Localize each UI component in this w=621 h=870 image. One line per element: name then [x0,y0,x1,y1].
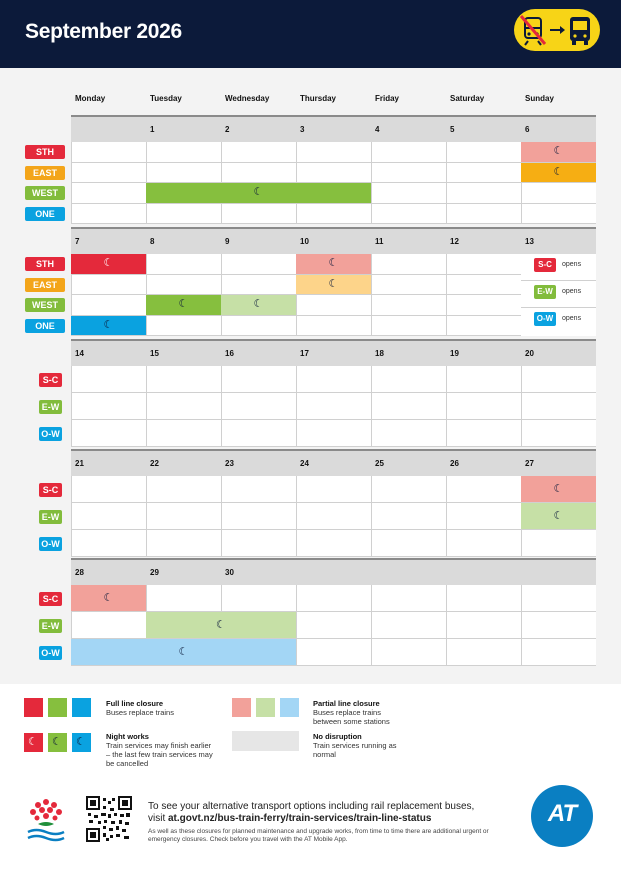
day-cell [146,275,221,296]
day-cell [446,420,521,447]
day-cell [221,366,296,393]
day-cell [371,639,446,666]
legend-none-sub: Train services running as normal [313,741,397,759]
legend-night-title: Night works [106,732,149,741]
day-cell [221,204,296,225]
day-cell [371,204,446,225]
day-cell [446,275,521,296]
train-to-bus-replacement-icon [514,9,600,51]
day-cell [221,503,296,530]
date-number: 5 [450,125,455,134]
moon-icon: ☾ [178,645,189,658]
day-cell [521,420,596,447]
day-cell [221,142,296,163]
date-number: 8 [150,237,155,246]
legend-swatch-partial-blue [280,698,299,717]
day-cell [221,254,296,275]
line-label-o-w: O-W [39,537,62,551]
day-cell [446,163,521,184]
day-cell [446,393,521,420]
day-cell [446,295,521,316]
moon-icon: ☾ [553,509,564,522]
day-cell [446,204,521,225]
day-cell [71,366,146,393]
date-number: 18 [375,349,384,358]
line-label-s-c: S-C [39,592,62,606]
moon-icon: ☾ [216,618,226,631]
legend-swatch-full-green [48,698,67,717]
day-cell [296,142,371,163]
date-number: 14 [75,349,84,358]
opens-divider [521,280,596,281]
day-cell [521,639,596,666]
line-label-e-w: E-W [39,400,62,414]
moon-icon: ☾ [76,736,86,748]
moon-icon: ☾ [103,318,114,331]
moon-icon: ☾ [553,165,564,178]
legend-swatch-partial-red [232,698,251,717]
day-cell [221,275,296,296]
day-cell [446,639,521,666]
moon-icon: ☾ [52,736,62,748]
line-label-west: WEST [25,186,65,200]
moon-icon: ☾ [103,591,114,604]
legend-partial-title: Partial line closure [313,699,380,708]
moon-icon: ☾ [253,298,264,311]
date-number: 22 [150,459,159,468]
day-cell [371,366,446,393]
legend-none-title: No disruption [313,732,362,741]
footer-visit: visit [148,813,168,824]
day-cell [446,254,521,275]
day-cell [71,142,146,163]
day-cell [371,163,446,184]
line-label-e-w: E-W [39,510,62,524]
day-cell [221,163,296,184]
footer-small-text: As well as these closures for planned maintenance and upgrade works, from time to time there are additional urgent or emergency closures. Check before you travel with the AT Mobile App. [148,828,489,843]
day-cell [146,503,221,530]
moon-icon: ☾ [328,277,339,290]
day-cell [146,585,221,612]
moon-icon: ☾ [253,186,264,199]
day-cell [446,366,521,393]
day-cell [296,530,371,557]
day-header-sunday: Sunday [525,94,554,103]
day-cell [146,393,221,420]
date-number: 3 [300,125,305,134]
date-number: 27 [525,459,534,468]
legend-full-sub: Buses replace trains [106,708,174,717]
date-number: 24 [300,459,309,468]
day-cell [221,585,296,612]
day-cell [221,476,296,503]
day-cell [446,142,521,163]
moon-icon: ☾ [28,736,38,748]
day-cell [521,183,596,204]
date-number: 21 [75,459,84,468]
date-number: 11 [375,237,384,246]
opens-box [521,254,596,336]
day-cell [146,316,221,337]
day-cell [146,476,221,503]
day-cell [446,612,521,639]
day-cell [146,366,221,393]
date-number: 19 [450,349,459,358]
day-cell [371,316,446,337]
day-cell [146,142,221,163]
day-cell [446,183,521,204]
day-cell [296,295,371,316]
date-number: 12 [450,237,459,246]
opens-label-e-w: E-W [534,285,556,299]
legend-swatch-partial-green [256,698,275,717]
line-label-o-w: O-W [39,427,62,441]
day-cell [371,530,446,557]
opens-label-o-w: O-W [534,312,556,326]
moon-icon: ☾ [553,482,564,495]
date-number: 1 [150,125,155,134]
opens-text: opens [562,315,582,322]
day-cell [71,393,146,420]
date-number: 20 [525,349,534,358]
day-cell [296,204,371,225]
day-cell [521,585,596,612]
pohutukawa-logo-icon [24,794,68,844]
line-label-o-w: O-W [39,646,62,660]
day-cell [146,254,221,275]
day-cell [521,366,596,393]
day-cell [71,476,146,503]
legend-swatch-night-blue [72,733,91,752]
day-cell [521,393,596,420]
day-cell [221,316,296,337]
day-cell [371,476,446,503]
day-cell [71,275,146,296]
day-cell [221,530,296,557]
day-cell [371,254,446,275]
day-cell [446,585,521,612]
date-number: 15 [150,349,159,358]
day-cell [71,204,146,225]
day-cell [146,420,221,447]
day-cell [446,503,521,530]
line-label-sth: STH [25,145,65,159]
day-cell [71,530,146,557]
date-number: 25 [375,459,384,468]
date-number: 16 [225,349,234,358]
opens-label-s-c: S-C [534,258,556,272]
line-label-one: ONE [25,319,65,333]
line-label-one: ONE [25,207,65,221]
day-cell [371,393,446,420]
day-cell [296,476,371,503]
legend-swatch-night-green [48,733,67,752]
legend-swatch-night-red [24,733,43,752]
date-number: 28 [75,568,84,577]
opens-text: opens [562,261,582,268]
day-cell [221,393,296,420]
legend-swatch-no-disruption [232,731,299,751]
line-label-e-w: E-W [39,619,62,633]
moon-icon: ☾ [178,298,189,311]
day-cell [146,163,221,184]
day-cell [371,585,446,612]
date-number: 10 [300,237,309,246]
day-cell [446,316,521,337]
day-header-monday: Monday [75,94,106,103]
line-label-west: WEST [25,298,65,312]
day-cell [296,420,371,447]
footer-url-line [148,813,431,824]
day-cell [71,420,146,447]
day-cell [71,503,146,530]
date-number: 30 [225,568,234,577]
line-label-s-c: S-C [39,483,62,497]
legend-partial-sub: Buses replace trains between some stations [313,708,390,726]
line-label-east: EAST [25,166,65,180]
line-label-east: EAST [25,278,65,292]
legend-swatch-full-red [24,698,43,717]
legend-swatch-full-blue [72,698,91,717]
day-cell [71,295,146,316]
moon-icon: ☾ [553,145,564,158]
day-cell [221,420,296,447]
day-cell [296,585,371,612]
day-cell [371,503,446,530]
date-number: 23 [225,459,234,468]
date-number: 2 [225,125,230,134]
day-cell [296,316,371,337]
day-header-thursday: Thursday [300,94,337,103]
day-cell [371,295,446,316]
opens-divider [521,307,596,308]
legend-full-title: Full line closure [106,699,164,708]
page-title: September 2026 [25,20,182,43]
day-cell [371,183,446,204]
legend-night-sub: Train services may finish earlier – the last few train services may be cancelled [106,741,213,768]
day-header-tuesday: Tuesday [150,94,182,103]
day-header-saturday: Saturday [450,94,485,103]
line-label-s-c: S-C [39,373,62,387]
day-cell [521,612,596,639]
day-cell [446,530,521,557]
qr-code-icon [86,796,132,842]
footer-main-text: To see your alternative transport options including rail replacement buses, [148,801,475,812]
day-cell [371,142,446,163]
moon-icon: ☾ [328,257,339,270]
day-cell [296,503,371,530]
day-cell [146,530,221,557]
day-cell [146,204,221,225]
day-cell [296,612,371,639]
day-cell [296,393,371,420]
date-number: 7 [75,237,80,246]
day-header-wednesday: Wednesday [225,94,270,103]
day-cell [371,612,446,639]
at-logo-text: AT [547,800,577,827]
day-cell [296,163,371,184]
day-header-friday: Friday [375,94,400,103]
day-cell [521,204,596,225]
day-cell [71,183,146,204]
day-cell [296,366,371,393]
date-number: 9 [225,237,230,246]
date-number: 4 [375,125,380,134]
moon-icon: ☾ [103,257,114,270]
date-number: 13 [525,237,534,246]
date-number: 29 [150,568,159,577]
footer-url-link[interactable]: at.govt.nz/bus-train-ferry/train-services/train-line-status [168,813,432,824]
day-cell [521,530,596,557]
header [0,0,621,68]
date-number: 17 [300,349,309,358]
day-cell [371,275,446,296]
opens-text: opens [562,288,582,295]
date-number: 6 [525,125,530,134]
day-cell [71,163,146,184]
date-number: 26 [450,459,459,468]
day-cell [446,476,521,503]
day-cell [371,420,446,447]
day-cell [71,612,146,639]
line-label-sth: STH [25,257,65,271]
day-cell [296,639,371,666]
